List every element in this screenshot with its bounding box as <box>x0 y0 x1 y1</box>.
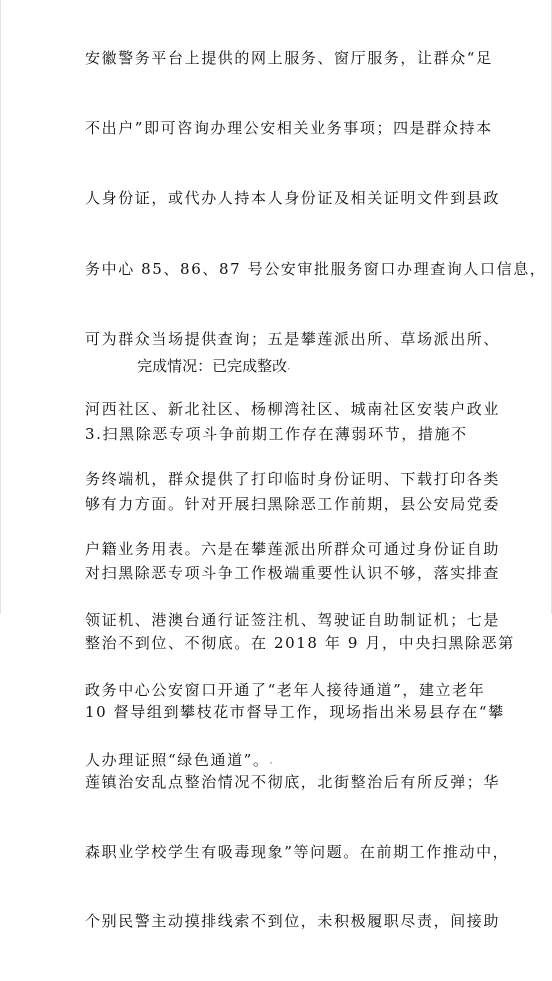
text-line: 河西社区、新北社区、杨柳湾社区、城南社区安装户政业 <box>85 399 501 418</box>
text-line: 不出户”即可咨询办理公安相关业务事项；四是群众持本 <box>85 119 493 138</box>
completion-status-text: 完成情况：已完成整改 <box>137 357 288 375</box>
paragraph-crackdown-issue <box>85 384 515 981</box>
text-line: 够有力方面。针对开展扫黑除恶工作前期，县公安局党委 <box>85 494 501 513</box>
text-line: 对扫黑除恶专项斗争工作极端重要性认识不够，落实排查 <box>85 564 501 583</box>
text-line: 户籍业务用表。六是在攀莲派出所群众可通过身份证自助 <box>85 540 501 559</box>
text-line: 领证机、港澳台通行证签注机、驾驶证自助制证机；七是 <box>85 610 501 629</box>
text-line: 政务中心公安窗口开通了“老年人接待通道”，建立老年 <box>85 680 486 699</box>
paragraph-mark-icon: ⸳ <box>287 360 291 374</box>
text-line: 3.扫黑除恶专项斗争前期工作存在薄弱环节，措施不 <box>85 425 468 443</box>
text-line: 莲镇治安乱点整治情况不彻底，北街整治后有所反弹；华 <box>85 772 501 791</box>
text-line: 森职业学校学生有吸毒现象”等问题。在前期工作推动中， <box>85 842 510 861</box>
paragraph-mark-icon: ⸳ <box>269 753 275 768</box>
text-line: 个别民警主动摸排线索不到位，未积极履职尽责，间接助 <box>85 912 501 931</box>
text-line: 可为群众当场提供查询；五是攀莲派出所、草场派出所、 <box>85 329 501 348</box>
text-line: 务终端机，群众提供了打印临时身份证明、下载打印各类 <box>85 470 501 489</box>
text-line: 整治不到位、不彻底。在 2018 年 9 月，中央扫黑除恶第 <box>85 633 515 652</box>
text-line: 10 督导组到攀枝花市督导工作，现场指出米易县存在“攀 <box>85 703 505 722</box>
text-line: 安徽警务平台上提供的网上服务、窗厅服务，让群众“足 <box>85 49 493 67</box>
text-line-content: 人办理证照“绿色通道”。 <box>85 750 270 769</box>
text-line: 务中心 85、86、87 号公安审批服务窗口办理查询人口信息， <box>85 259 547 278</box>
text-line: 人身份证，或代办人持本人身份证及相关证明文件到县政 <box>85 189 501 208</box>
